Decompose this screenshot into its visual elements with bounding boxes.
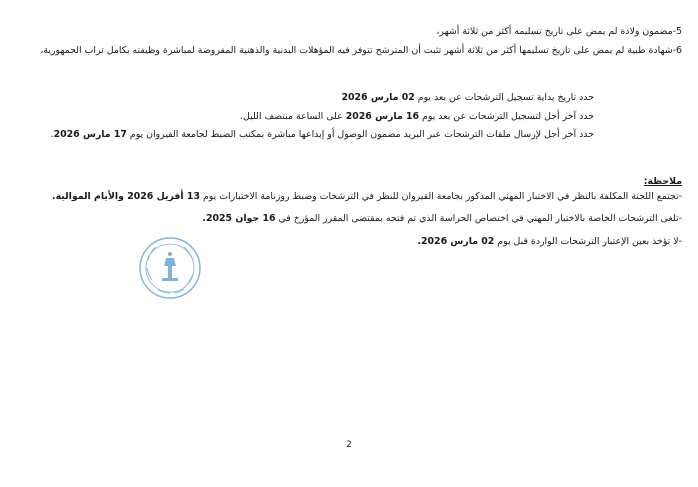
date-value: 16 مارس 2026 bbox=[345, 111, 420, 122]
note-item-early bbox=[417, 235, 682, 249]
official-stamp bbox=[138, 236, 202, 300]
note-text-tail: . bbox=[52, 191, 56, 202]
date-text-tail: . bbox=[50, 129, 54, 140]
date-value: 02 مارس 2026 bbox=[341, 92, 415, 103]
note-text-tail: . bbox=[202, 213, 206, 224]
list-marker: 5- bbox=[672, 26, 682, 37]
page-number: 2 bbox=[346, 440, 352, 450]
note-text: -تجتمع اللجنة المكلفة بالنظر في الاختبار المهني المذكور بجامعة القيروان للنظر في الترشحات وضبط روزنامة الاختبارات يوم bbox=[199, 191, 682, 202]
list-item-6 bbox=[40, 44, 682, 58]
date-text: حدد آخر أجل لإرسال ملفات الترشحات عبر البريد مضمون الوصول أو إيداعها مباشرة بمكتب الضبط لجامعة القيروان يوم bbox=[126, 129, 594, 140]
list-marker: 6- bbox=[672, 45, 682, 56]
note-heading: ملاحظة: bbox=[643, 176, 682, 187]
date-line-start bbox=[341, 91, 594, 105]
date-text: حدد آخر أجل لتسجيل الترشحات عن بعد يوم bbox=[419, 111, 594, 122]
date-value: 17 مارس 2026 bbox=[53, 129, 127, 140]
list-text: شهادة طبية لم يمض على تاريخ تسليمها أكثر من ثلاثة أشهر تثبت أن المترشح تتوفر فيه المؤهلات البدنية والذهنية المفروضة لمباشرة وظيفته بكامل تراب الجمهورية، bbox=[40, 45, 673, 56]
note-date: 16 جوان 2025 bbox=[205, 213, 276, 224]
note-text: -لا تؤخذ بعين الإعتبار الترشحات الواردة قبل يوم bbox=[494, 236, 682, 247]
note-item-cancel bbox=[202, 212, 682, 226]
note-date: 13 أفريل 2026 والأيام الموالية bbox=[55, 191, 200, 202]
list-text: مضمون ولادة لم يمض على تاريخ تسليمه أكثر من ثلاثة أشهر، bbox=[436, 26, 673, 37]
date-line-deadline-mail bbox=[51, 128, 594, 142]
note-text: -تلغى الترشحات الخاصة بالاختبار المهني في اختصاص الحراسة الذي تم فتحه بمقتضى المقرر المؤرخ في bbox=[275, 213, 682, 224]
note-date: 02 مارس 2026 bbox=[421, 236, 495, 247]
note-text-tail: . bbox=[417, 236, 421, 247]
date-line-deadline-online bbox=[240, 110, 594, 124]
date-text: حدد تاريخ بداية تسجيل الترشحات عن بعد يوم bbox=[414, 92, 594, 103]
note-item-committee bbox=[52, 190, 682, 204]
list-item-5 bbox=[436, 25, 682, 39]
date-text-tail: على الساعة منتصف الليل. bbox=[240, 111, 346, 122]
